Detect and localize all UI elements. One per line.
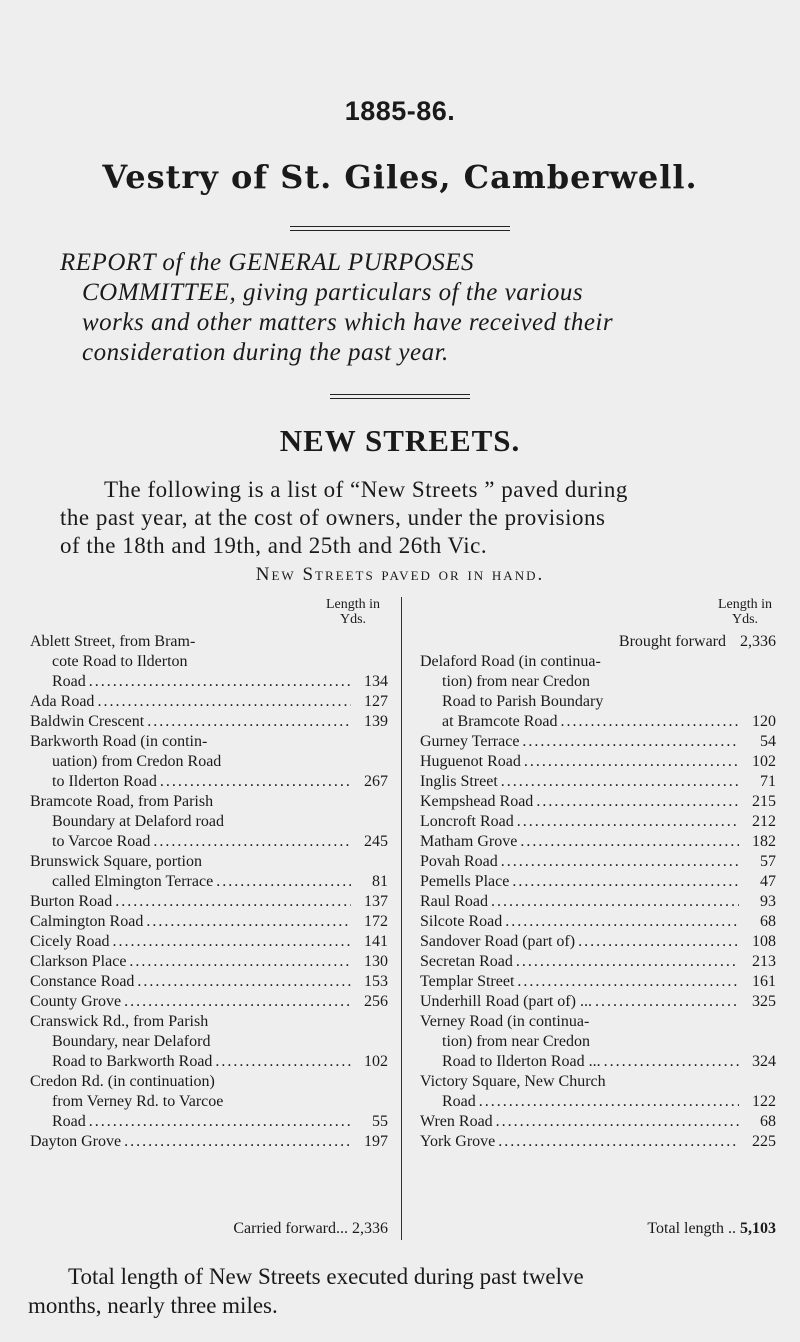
street-line [30, 1052, 388, 1072]
footer-summary [0, 1262, 800, 1320]
street-entry [420, 772, 776, 792]
street-entry [30, 932, 388, 952]
street-line: Boundary at Delaford road [52, 813, 224, 830]
street-entry [420, 952, 776, 972]
street-length: 137 [364, 893, 388, 910]
leader-dots [505, 912, 739, 932]
street-entry [30, 1132, 388, 1152]
street-entry [420, 932, 776, 952]
leader-dots [113, 932, 351, 952]
street-length: 215 [752, 793, 776, 810]
street-length: 108 [752, 933, 776, 950]
leader-dots [496, 1112, 739, 1132]
leader-dots [146, 912, 351, 932]
street-line: Victory Square, New Church [420, 1073, 606, 1090]
street-name: Templar Street [420, 973, 515, 990]
street-name: Loncroft Road [420, 813, 514, 830]
leader-dots [215, 1052, 351, 1072]
street-line [420, 752, 776, 772]
right-street-list [420, 652, 776, 1152]
street-name: Kempshead Road [420, 793, 534, 810]
street-name: Road [52, 1113, 86, 1130]
report-line: consideration during the past year. [82, 339, 449, 366]
street-name: Road to Ilderton Road ... [442, 1053, 601, 1070]
vestry-title: Vestry of St. Giles, Camberwell. [102, 158, 698, 196]
street-entry [420, 1112, 776, 1132]
leader-dots [89, 1112, 351, 1132]
street-line [420, 992, 776, 1012]
leader-dots [536, 792, 739, 812]
street-length: 122 [752, 1093, 776, 1110]
street-length: 93 [760, 893, 776, 910]
report-line: COMMITTEE, giving particulars of the various [82, 279, 584, 306]
street-length: 130 [364, 953, 388, 970]
carried-forward-row [30, 1218, 388, 1240]
leader-dots [522, 732, 739, 752]
street-length: 134 [364, 673, 388, 690]
street-name: Raul Road [420, 893, 488, 910]
street-entry [30, 892, 388, 912]
street-entry [420, 752, 776, 772]
street-entry [420, 1132, 776, 1152]
street-entry [420, 792, 776, 812]
leader-dots [124, 992, 351, 1012]
street-length: 54 [760, 733, 776, 750]
street-line [420, 1112, 776, 1132]
leader-dots [216, 872, 351, 892]
street-length: 213 [752, 953, 776, 970]
street-length: 141 [364, 933, 388, 950]
street-name: Povah Road [420, 853, 498, 870]
title-divider-bottom [290, 230, 510, 231]
street-name: Road [52, 673, 86, 690]
street-line: cote Road to Ilderton [52, 653, 188, 670]
street-line [30, 932, 388, 952]
street-entry [30, 852, 388, 892]
table-subheading: New Streets paved or in hand. [255, 564, 545, 585]
report-title [60, 248, 760, 368]
street-line [420, 772, 776, 792]
street-name: Road [442, 1093, 476, 1110]
street-entry [30, 712, 388, 732]
street-name: to Ilderton Road [52, 773, 157, 790]
street-name: Calmington Road [30, 913, 144, 930]
street-entry [30, 912, 388, 932]
street-length: 245 [364, 833, 388, 850]
street-entry [30, 632, 388, 692]
leader-dots [524, 752, 739, 772]
street-name: Matham Grove [420, 833, 518, 850]
street-entry [30, 1072, 388, 1132]
street-name: Huguenot Road [420, 753, 521, 770]
street-line [420, 852, 776, 872]
intro-line: the past year, at the cost of owners, under the provisions [60, 505, 606, 530]
street-length: 172 [364, 913, 388, 930]
leader-dots [512, 872, 739, 892]
street-line: Road to Parish Boundary [442, 693, 604, 710]
street-entry [420, 1012, 776, 1072]
street-entry [30, 992, 388, 1012]
street-line [420, 1052, 776, 1072]
street-length: 57 [760, 853, 776, 870]
total-length-label: Total length .. [647, 1220, 736, 1237]
total-length-row [420, 1218, 776, 1240]
leader-dots [129, 952, 351, 972]
leader-dots [115, 892, 351, 912]
street-line [420, 932, 776, 952]
street-length: 47 [760, 873, 776, 890]
street-name: Road to Barkworth Road [52, 1053, 213, 1070]
street-entry [30, 1012, 388, 1072]
intro-paragraph [60, 476, 760, 560]
street-line: Brunswick Square, portion [30, 853, 202, 870]
street-line [420, 912, 776, 932]
street-length: 120 [752, 713, 776, 730]
report-year: 1885-86. [344, 96, 456, 126]
street-line [420, 712, 776, 732]
report-line: REPORT of the GENERAL PURPOSES [60, 249, 475, 276]
street-length: 81 [372, 873, 388, 890]
street-name: at Bramcote Road [442, 713, 558, 730]
street-entry [30, 732, 388, 792]
street-entry [420, 892, 776, 912]
street-length: 182 [752, 833, 776, 850]
street-entry [30, 692, 388, 712]
street-line [420, 892, 776, 912]
street-length: 161 [752, 973, 776, 990]
street-name: Cicely Road [30, 933, 110, 950]
street-entry [420, 972, 776, 992]
street-line: Delaford Road (in continua- [420, 653, 601, 670]
section-divider-top [330, 394, 470, 395]
street-length: 127 [364, 693, 388, 710]
street-line [420, 732, 776, 752]
left-street-list [30, 632, 388, 1152]
street-line [420, 1132, 776, 1152]
street-name: Silcote Road [420, 913, 503, 930]
leader-dots [501, 852, 739, 872]
street-name: Gurney Terrace [420, 733, 520, 750]
street-name: Clarkson Place [30, 953, 127, 970]
street-line: Boundary, near Delaford [52, 1033, 211, 1050]
footer-line: Total length of New Streets executed during past twelve [68, 1264, 584, 1289]
street-line [420, 832, 776, 852]
street-name: York Grove [420, 1133, 496, 1150]
street-length: 102 [364, 1053, 388, 1070]
report-line: works and other matters which have received their [82, 309, 614, 336]
leader-dots [520, 832, 739, 852]
brought-forward-label: Brought forward [618, 633, 726, 650]
leader-dots [89, 672, 351, 692]
street-line [30, 972, 388, 992]
intro-line: of the 18th and 19th, and 25th and 26th Vic. [60, 533, 488, 558]
column-divider [401, 597, 402, 1240]
footer-line: months, nearly three miles. [28, 1293, 278, 1318]
street-name: Underhill Road (part of) ... [420, 993, 592, 1010]
street-entry [30, 792, 388, 852]
street-line [30, 992, 388, 1012]
street-length: 325 [752, 993, 776, 1010]
street-entry [420, 1072, 776, 1112]
street-line [30, 952, 388, 972]
leader-dots [516, 952, 739, 972]
street-entry [420, 992, 776, 1012]
street-length: 256 [364, 993, 388, 1010]
street-line: tion) from near Credon [442, 1033, 590, 1050]
street-length: 68 [760, 1113, 776, 1130]
section-heading: NEW STREETS. [279, 423, 521, 458]
leader-dots [153, 832, 351, 852]
street-name: to Varcoe Road [52, 833, 151, 850]
brought-forward-row [420, 632, 776, 652]
street-length: 212 [752, 813, 776, 830]
street-line [420, 792, 776, 812]
leader-dots [160, 772, 351, 792]
street-entry [420, 852, 776, 872]
street-line: tion) from near Credon [442, 673, 590, 690]
carried-forward-label: Carried forward... [233, 1220, 348, 1237]
street-name: Inglis Street [420, 773, 498, 790]
leader-dots [517, 972, 739, 992]
street-entry [30, 952, 388, 972]
street-name: called Elmington Terrace [52, 873, 214, 890]
street-line: Bramcote Road, from Parish [30, 793, 214, 810]
street-line [30, 892, 388, 912]
leader-dots [561, 712, 739, 732]
street-line [30, 692, 388, 712]
street-line: Cranswick Rd., from Parish [30, 1013, 209, 1030]
street-length: 225 [752, 1133, 776, 1150]
street-line [420, 972, 776, 992]
street-line [30, 1112, 388, 1132]
street-length: 102 [752, 753, 776, 770]
street-line [420, 952, 776, 972]
brought-forward-value: 2,336 [740, 633, 776, 650]
street-name: Burton Road [30, 893, 113, 910]
street-entry [420, 912, 776, 932]
street-line: from Verney Rd. to Varcoe [52, 1093, 224, 1110]
street-name: Dayton Grove [30, 1133, 122, 1150]
street-name: Ada Road [30, 693, 95, 710]
street-line [30, 672, 388, 692]
street-line [30, 772, 388, 792]
leader-dots [479, 1092, 739, 1112]
street-name: Baldwin Crescent [30, 713, 145, 730]
leader-dots [578, 932, 739, 952]
street-line [30, 912, 388, 932]
street-line [420, 1092, 776, 1112]
leader-dots [595, 992, 739, 1012]
street-line: Ablett Street, from Bram- [30, 633, 196, 650]
street-length: 267 [364, 773, 388, 790]
street-entry [420, 832, 776, 852]
street-line [30, 1132, 388, 1152]
street-length: 68 [760, 913, 776, 930]
street-name: County Grove [30, 993, 122, 1010]
leader-dots [517, 812, 739, 832]
street-length: 197 [364, 1133, 388, 1150]
total-length-value: 5,103 [740, 1220, 776, 1237]
street-line [30, 712, 388, 732]
street-line: Barkworth Road (in contin- [30, 733, 208, 750]
street-length: 71 [760, 773, 776, 790]
leader-dots [124, 1132, 351, 1152]
leader-dots [491, 892, 739, 912]
street-line [420, 812, 776, 832]
street-name: Constance Road [30, 973, 135, 990]
street-length: 139 [364, 713, 388, 730]
street-entry [30, 972, 388, 992]
leader-dots [137, 972, 351, 992]
street-name: Wren Road [420, 1113, 493, 1130]
intro-line: The following is a list of “New Streets ” paved during [104, 477, 628, 502]
leader-dots [604, 1052, 739, 1072]
street-name: Pemells Place [420, 873, 510, 890]
leader-dots [97, 692, 351, 712]
right-column-header: Length in Yds. [717, 597, 773, 627]
street-length: 55 [372, 1113, 388, 1130]
street-line [30, 832, 388, 852]
street-name: Sandover Road (part of) [420, 933, 576, 950]
street-entry [420, 872, 776, 892]
street-entry [420, 732, 776, 752]
street-line: Credon Rd. (in continuation) [30, 1073, 215, 1090]
leader-dots [501, 772, 739, 792]
street-line [30, 872, 388, 892]
carried-forward-value: 2,336 [352, 1220, 388, 1237]
street-line: Verney Road (in continua- [420, 1013, 590, 1030]
title-divider-top [290, 226, 510, 227]
section-divider-bottom [330, 398, 470, 399]
leader-dots [498, 1132, 739, 1152]
street-length: 324 [752, 1053, 776, 1070]
street-length: 153 [364, 973, 388, 990]
street-name: Secretan Road [420, 953, 513, 970]
street-line [420, 872, 776, 892]
street-entry [420, 812, 776, 832]
street-entry [420, 652, 776, 732]
street-line: uation) from Credon Road [52, 753, 222, 770]
left-column-header: Length in Yds. [325, 597, 381, 627]
leader-dots [147, 712, 351, 732]
